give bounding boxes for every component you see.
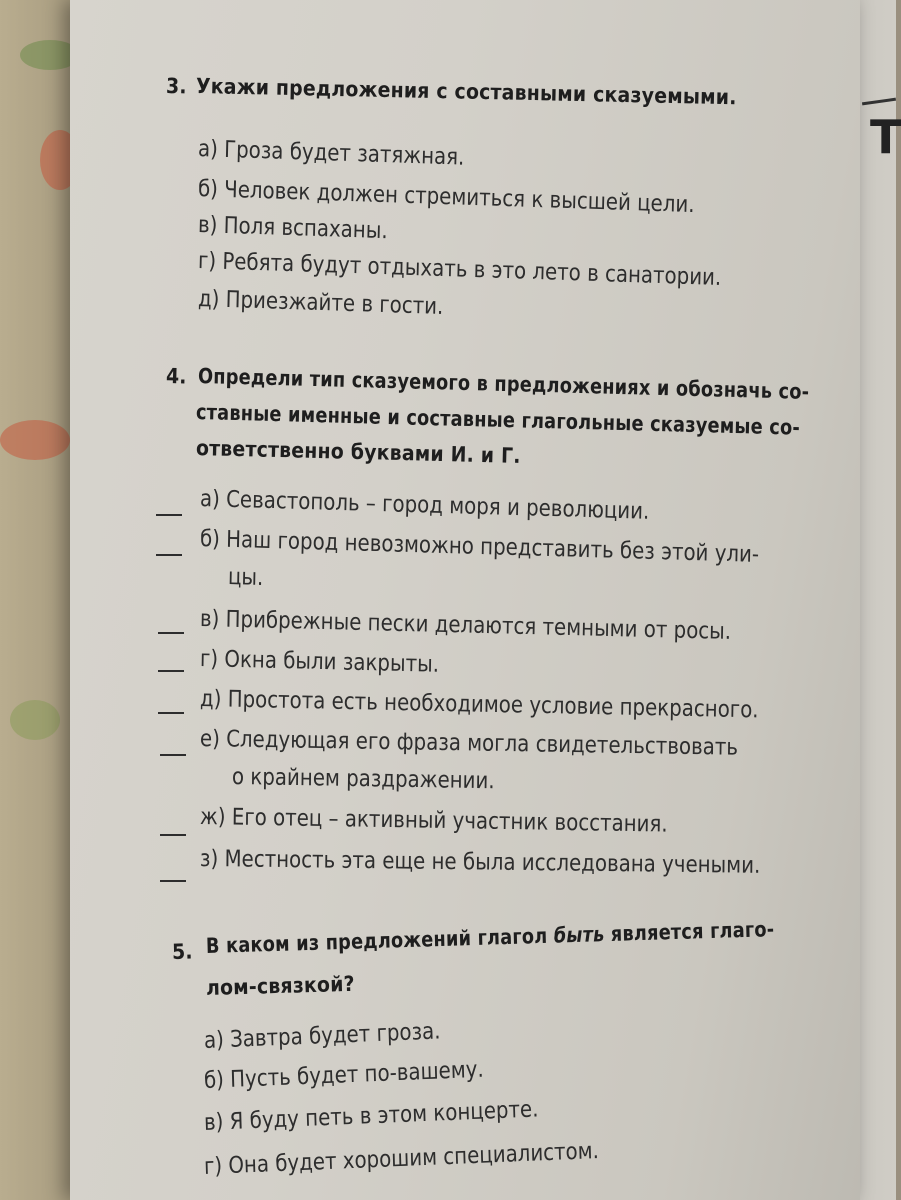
- task-5-option-d: г) Она будет хорошим специалистом.: [203, 1137, 600, 1180]
- task-4-option-f: е) Следующая его фраза могла свидетельствовать: [199, 726, 739, 761]
- task-4-option-f-cont: о крайнем раздражении.: [231, 764, 495, 795]
- task-4-option-b-cont: цы.: [227, 564, 264, 592]
- task-4-number: 4.: [165, 364, 188, 389]
- next-page-letter: Т: [870, 110, 901, 164]
- task-4-option-e: д) Простота есть необходимое условие прекрасного.: [199, 686, 759, 724]
- answer-blank[interactable]: [160, 834, 186, 836]
- task-3-option-d: г) Ребята будут отдыхать в это лето в санатории.: [197, 248, 722, 291]
- task-3-title: Укажи предложения с составными сказуемыми.: [195, 74, 737, 110]
- answer-blank[interactable]: [158, 670, 184, 672]
- answer-blank[interactable]: [160, 754, 186, 756]
- task-5-title-italic: быть: [553, 922, 605, 948]
- fabric-pattern: [10, 700, 60, 740]
- task-4-option-g: ж) Его отец – активный участник восстания.: [199, 804, 668, 838]
- task-5-option-b: б) Пусть будет по-вашему.: [203, 1056, 485, 1094]
- task-3-option-b: б) Человек должен стремиться к высшей цели.: [197, 176, 695, 219]
- answer-blank[interactable]: [156, 514, 182, 516]
- task-4-option-b: б) Наш город невозможно представить без этой ули-: [199, 526, 760, 568]
- task-4-title-line-3: ответственно буквами И. и Г.: [195, 436, 521, 468]
- task-4-option-a: а) Севастополь – город моря и революции.: [199, 486, 650, 525]
- book-page: [70, 0, 860, 1200]
- task-4-title-line-1: Определи тип сказуемого в предложениях и обозначь со-: [197, 364, 810, 404]
- task-5-title-after: является глаго-: [604, 917, 775, 947]
- task-5-option-c: в) Я буду петь в этом концерте.: [203, 1096, 539, 1136]
- task-5-title-line-2: лом-связкой?: [205, 971, 356, 1000]
- task-3-option-a: а) Гроза будет затяжная.: [197, 136, 465, 171]
- task-4-option-d: г) Окна были закрыты.: [199, 646, 440, 678]
- answer-blank[interactable]: [156, 554, 182, 556]
- task-4-option-c: в) Прибрежные пески делаются темными от росы.: [199, 606, 732, 645]
- task-5-option-a: а) Завтра будет гроза.: [203, 1018, 441, 1054]
- task-3-number: 3.: [165, 74, 187, 99]
- task-3-option-c: в) Поля вспаханы.: [197, 212, 388, 245]
- answer-blank[interactable]: [160, 880, 186, 882]
- task-5-number: 5.: [171, 939, 194, 964]
- task-4-option-h: з) Местность эта еще не была исследована учеными.: [199, 846, 761, 879]
- task-3-option-e: д) Приезжайте в гости.: [197, 286, 444, 320]
- task-5-title-before: В каком из предложений глагол: [205, 923, 555, 958]
- answer-blank[interactable]: [158, 712, 184, 714]
- fabric-pattern: [0, 420, 70, 460]
- answer-blank[interactable]: [158, 632, 184, 634]
- task-4-title-line-2: ставные именные и составные глагольные сказуемые со-: [195, 400, 801, 440]
